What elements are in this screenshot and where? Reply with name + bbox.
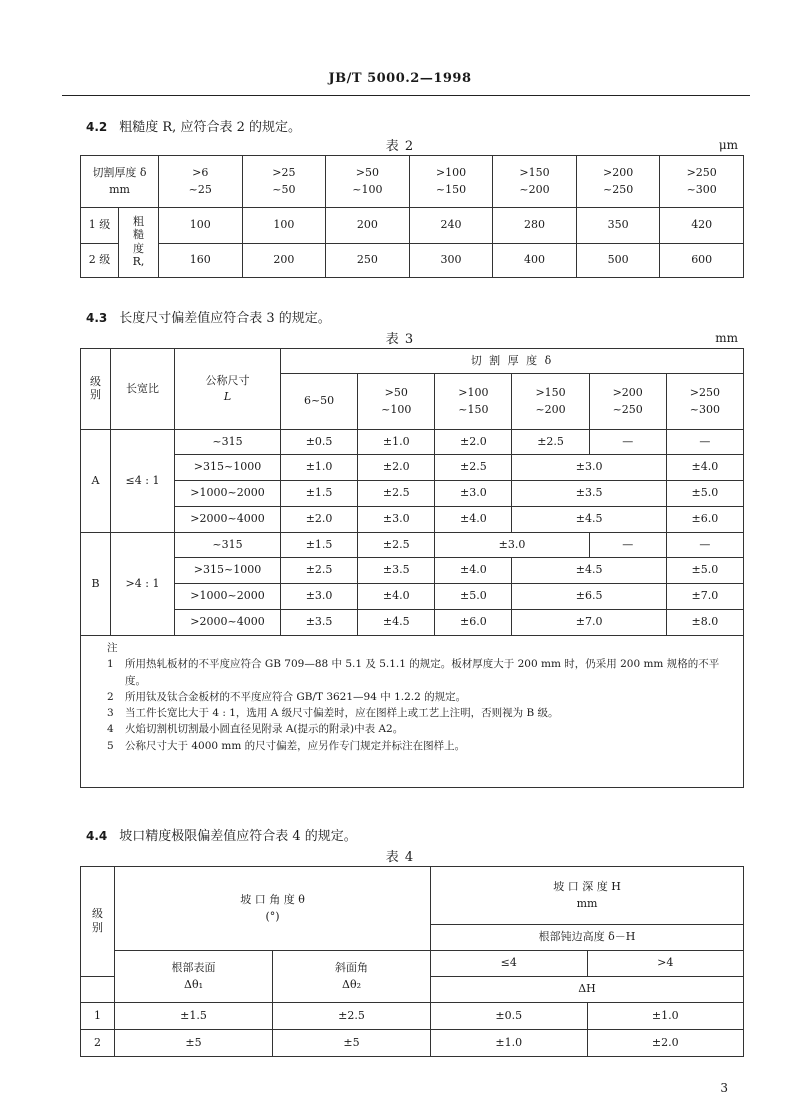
grade-cell: B — [81, 533, 111, 636]
size-cell: >2000~4000 — [175, 507, 281, 533]
section-text: 坡口精度极限偏差值应符合表 4 的规定。 — [119, 829, 357, 844]
table-cell: ±2.5 — [435, 455, 512, 481]
ratio-cell: >4 : 1 — [111, 533, 175, 636]
table-cell: 160 — [159, 244, 243, 278]
table-cell: >200 ~250 — [589, 374, 666, 430]
table-cell: ±1.5 — [281, 481, 358, 507]
table-cell: >100 ~150 — [409, 156, 493, 208]
grade-header: 级别 — [81, 349, 111, 430]
size-cell: >1000~2000 — [175, 584, 281, 610]
table-cell: ±2.0 — [435, 430, 512, 455]
table-2 — [80, 155, 744, 278]
table-cell: 200 — [326, 208, 410, 244]
angle-header: 坡 口 角 度 θ (°) — [115, 867, 431, 951]
header-rule — [62, 95, 750, 96]
table2-caption: 表 2 — [385, 139, 415, 154]
table-cell: ±2.0 — [587, 1030, 744, 1057]
gt4-header: >4 — [587, 951, 744, 977]
table-cell: 500 — [576, 244, 660, 278]
grade-cell: 1 — [81, 1003, 115, 1030]
section-text: 粗糙度 R, 应符合表 2 的规定。 — [119, 120, 301, 135]
table-row — [81, 244, 744, 278]
table-cell: ±4.0 — [666, 455, 743, 481]
table-cell: 240 — [409, 208, 493, 244]
table-row — [81, 610, 744, 636]
table-cell: >200 ~250 — [576, 156, 660, 208]
root-angle-header: 根部表面 Δθ₁ — [115, 951, 273, 1003]
table-cell: ±3.0 — [435, 533, 589, 558]
table-cell: >25 ~50 — [242, 156, 326, 208]
grade-cell: 2 级 — [81, 244, 119, 278]
table4-caption: 表 4 — [385, 850, 415, 865]
table-row — [81, 208, 744, 244]
table-cell: ±1.5 — [281, 533, 358, 558]
table-cell: >250 ~300 — [660, 156, 744, 208]
section-text: 长度尺寸偏差值应符合表 3 的规定。 — [119, 311, 331, 326]
table-row — [81, 349, 744, 374]
table3-unit: mm — [715, 331, 738, 345]
table-cell: 280 — [493, 208, 577, 244]
table-row — [81, 558, 744, 584]
table-cell: ±2.5 — [358, 533, 435, 558]
grade-header: 级别 — [81, 867, 115, 977]
table-cell: ±1.5 — [115, 1003, 273, 1030]
table-cell: 100 — [242, 208, 326, 244]
table-cell: ±6.0 — [435, 610, 512, 636]
note-item: 3 当工件长宽比大于 4 : 1，选用 A 级尺寸偏差时，应在图样上或工艺上注明，否则视为 B 级。 — [107, 707, 559, 720]
table-cell: >50 ~100 — [358, 374, 435, 430]
table-row — [81, 584, 744, 610]
table-cell: ±4.0 — [358, 584, 435, 610]
note-item: 2 所用钛及钛合金板材的不平度应符合 GB/T 3621—94 中 1.2.2 的规定。 — [107, 690, 467, 703]
table-cell: ±5.0 — [435, 584, 512, 610]
table-cell: ±3.0 — [435, 481, 512, 507]
table-cell: ±5.0 — [666, 481, 743, 507]
table-cell: 200 — [242, 244, 326, 278]
table-cell: >150 ~200 — [493, 156, 577, 208]
ratio-cell: ≤4 : 1 — [111, 430, 175, 533]
table-cell: — — [666, 533, 743, 558]
table-row — [81, 455, 744, 481]
grade-spacer — [81, 977, 115, 1003]
table-row — [81, 867, 744, 925]
table-cell: 400 — [493, 244, 577, 278]
table-cell: ±3.5 — [281, 610, 358, 636]
table-row — [81, 1030, 744, 1057]
table-cell: ±0.5 — [431, 1003, 587, 1030]
section-4-2 — [86, 116, 301, 135]
thickness-header: 切割厚度 δ mm — [81, 156, 159, 208]
note-item: 5 公称尺寸大于 4000 mm 的尺寸偏差，应另作专门规定并标注在图样上。 — [107, 739, 466, 752]
size-cell: >315~1000 — [175, 455, 281, 481]
table-cell: ±7.0 — [512, 610, 666, 636]
table-cell: >100 ~150 — [435, 374, 512, 430]
table-cell: ±1.0 — [358, 430, 435, 455]
size-cell: >315~1000 — [175, 558, 281, 584]
table-cell: ±2.5 — [273, 1003, 431, 1030]
table-cell: ±1.0 — [587, 1003, 744, 1030]
table-cell: ±5.0 — [666, 558, 743, 584]
table-row — [81, 156, 744, 208]
grade-cell: 1 级 — [81, 208, 119, 244]
page-number: 3 — [720, 1081, 728, 1095]
table-cell: ±3.0 — [281, 584, 358, 610]
thickness-header: 切 割 厚 度 δ — [281, 349, 744, 374]
table-cell: 250 — [326, 244, 410, 278]
bevel-angle-header: 斜面角 Δθ₂ — [273, 951, 431, 1003]
table-cell: ±2.0 — [358, 455, 435, 481]
table-cell: ±4.5 — [358, 610, 435, 636]
le4-header: ≤4 — [431, 951, 587, 977]
table-cell: ±1.0 — [431, 1030, 587, 1057]
table-row — [81, 636, 744, 788]
table-cell: — — [666, 430, 743, 455]
table-cell: >250 ~300 — [666, 374, 743, 430]
table-cell: >150 ~200 — [512, 374, 589, 430]
table-cell: ±3.0 — [512, 455, 666, 481]
size-cell: ~315 — [175, 430, 281, 455]
table-cell: ±2.5 — [281, 558, 358, 584]
table-cell: — — [589, 430, 666, 455]
section-4-4 — [86, 825, 357, 844]
grade-cell: 2 — [81, 1030, 115, 1057]
depth-header: 坡 口 深 度 H mm — [431, 867, 744, 925]
table-cell: 100 — [159, 208, 243, 244]
size-cell: ~315 — [175, 533, 281, 558]
size-cell: >1000~2000 — [175, 481, 281, 507]
table-cell: ±2.5 — [512, 430, 589, 455]
table-cell: — — [589, 533, 666, 558]
table-row — [81, 1003, 744, 1030]
table-cell: ±2.0 — [281, 507, 358, 533]
ratio-header: 长宽比 — [111, 349, 175, 430]
table-cell: ±4.5 — [512, 558, 666, 584]
delta-h-header: ΔH — [431, 977, 744, 1003]
table-cell: 350 — [576, 208, 660, 244]
grade-cell: A — [81, 430, 111, 533]
roughness-label: 粗糙度 R, — [119, 208, 159, 278]
note-item: 4 火焰切割机切割最小圆直径见附录 A(提示的附录)中表 A2。 — [107, 723, 404, 736]
table-cell: ±4.5 — [512, 507, 666, 533]
section-4-3 — [86, 307, 331, 326]
table-row — [81, 951, 744, 977]
table2-unit: μm — [718, 138, 738, 152]
section-number: 4.3 — [86, 311, 108, 325]
table3-caption: 表 3 — [385, 332, 415, 347]
table-cell: 6~50 — [281, 374, 358, 430]
table-cell: ±4.0 — [435, 507, 512, 533]
table3-notes — [81, 636, 744, 788]
table-cell: ±5 — [115, 1030, 273, 1057]
table-cell: ±7.0 — [666, 584, 743, 610]
table-cell: ±0.5 — [281, 430, 358, 455]
size-cell: >2000~4000 — [175, 610, 281, 636]
document-header: JB/T 5000.2—1998 — [328, 71, 472, 86]
table-cell: ±8.0 — [666, 610, 743, 636]
section-number: 4.4 — [86, 829, 108, 843]
table-row — [81, 533, 744, 558]
table-3 — [80, 348, 744, 788]
section-number: 4.2 — [86, 120, 108, 134]
notes-title: 注 — [107, 642, 118, 654]
table-row — [81, 507, 744, 533]
table-cell: ±3.5 — [512, 481, 666, 507]
note-item: 1 所用热轧板材的不平度应符合 GB 709—88 中 5.1 及 5.1.1 的规定。板材厚度大于 200 mm 时，仍采用 200 mm 规格的不平度。 — [107, 658, 720, 687]
table-cell: ±3.0 — [358, 507, 435, 533]
nominal-size-header: 公称尺寸 L — [175, 349, 281, 430]
table-cell: 300 — [409, 244, 493, 278]
table-cell: ±3.5 — [358, 558, 435, 584]
table-cell: ±5 — [273, 1030, 431, 1057]
table-cell: ±1.0 — [281, 455, 358, 481]
table-cell: ±6.0 — [666, 507, 743, 533]
table-cell: ±2.5 — [358, 481, 435, 507]
table-cell: 600 — [660, 244, 744, 278]
table-4 — [80, 866, 744, 1057]
table-row — [81, 481, 744, 507]
table-cell: ±4.0 — [435, 558, 512, 584]
table-cell: >6 ~25 — [159, 156, 243, 208]
edge-height-header: 根部钝边高度 δ－H — [431, 925, 744, 951]
table-row — [81, 430, 744, 455]
table-cell: >50 ~100 — [326, 156, 410, 208]
table-cell: 420 — [660, 208, 744, 244]
table-cell: ±6.5 — [512, 584, 666, 610]
